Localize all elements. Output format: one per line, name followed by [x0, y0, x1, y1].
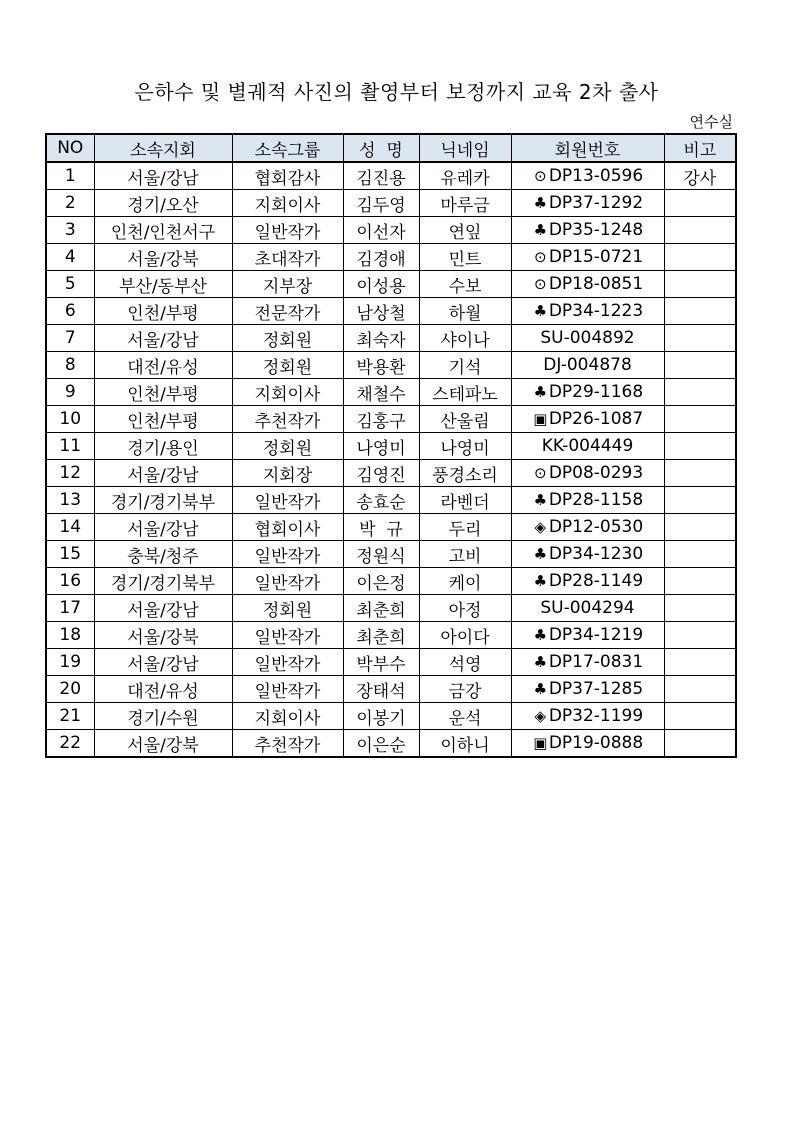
- table-row: [46, 190, 736, 217]
- cell-nickname: 풍경소리: [419, 460, 511, 487]
- table-row: [46, 487, 736, 514]
- cell-no: 6: [46, 298, 94, 325]
- cell-branch: 서울/강북: [94, 622, 232, 649]
- cell-name: 이선자: [343, 217, 419, 244]
- cell-no: 22: [46, 730, 94, 758]
- cell-nickname: 민트: [419, 244, 511, 271]
- cell-group: 초대작가: [232, 244, 343, 271]
- member-id-text: DP13-0596: [548, 166, 644, 186]
- cell-name: 최춘희: [343, 622, 419, 649]
- cell-no: 14: [46, 514, 94, 541]
- table-row: [46, 162, 736, 190]
- cell-note: [664, 379, 736, 406]
- cell-no: 16: [46, 568, 94, 595]
- member-id-text: DP32-1199: [548, 706, 644, 726]
- cell-nickname: 기석: [419, 352, 511, 379]
- member-id-text: DP29-1168: [548, 382, 644, 402]
- cell-branch: 서울/강남: [94, 649, 232, 676]
- member-grade-mark-icon: ⊙: [534, 275, 547, 293]
- member-id-text: KK-004449: [541, 436, 634, 456]
- cell-name: 채철수: [343, 379, 419, 406]
- cell-group: 추천작가: [232, 730, 343, 758]
- cell-member-id: [511, 649, 664, 676]
- cell-nickname: 샤이나: [419, 325, 511, 352]
- cell-member-id: [511, 730, 664, 758]
- cell-no: 7: [46, 325, 94, 352]
- cell-member-id: [511, 487, 664, 514]
- cell-group: 지회이사: [232, 190, 343, 217]
- cell-name: 박 규: [343, 514, 419, 541]
- cell-group: 정회원: [232, 325, 343, 352]
- cell-branch: 인천/부평: [94, 406, 232, 433]
- cell-note: [664, 730, 736, 758]
- roster-body: [46, 162, 736, 757]
- cell-nickname: 유레카: [419, 162, 511, 190]
- table-row: [46, 244, 736, 271]
- member-id-text: DP28-1158: [548, 490, 644, 510]
- cell-note: [664, 568, 736, 595]
- cell-no: 3: [46, 217, 94, 244]
- header-row: [46, 134, 736, 162]
- cell-member-id: [511, 352, 664, 379]
- member-grade-mark-icon: ♣: [533, 302, 548, 320]
- cell-note: [664, 244, 736, 271]
- cell-group: 정회원: [232, 352, 343, 379]
- cell-name: 이은정: [343, 568, 419, 595]
- cell-nickname: 운석: [419, 703, 511, 730]
- cell-member-id: [511, 595, 664, 622]
- member-grade-mark-icon: ▣: [533, 734, 548, 752]
- member-id-text: DP18-0851: [548, 274, 644, 294]
- cell-note: [664, 622, 736, 649]
- cell-name: 이성용: [343, 271, 419, 298]
- cell-branch: 인천/부평: [94, 379, 232, 406]
- table-row: [46, 703, 736, 730]
- table-row: [46, 514, 736, 541]
- cell-nickname: 케이: [419, 568, 511, 595]
- table-row: [46, 649, 736, 676]
- cell-member-id: [511, 271, 664, 298]
- member-grade-mark-icon: ◈: [534, 707, 547, 725]
- cell-group: 지부장: [232, 271, 343, 298]
- cell-no: 5: [46, 271, 94, 298]
- cell-name: 김홍구: [343, 406, 419, 433]
- cell-member-id: [511, 298, 664, 325]
- header-branch: 소속지회: [94, 134, 232, 162]
- member-grade-mark-icon: ♣: [533, 653, 548, 671]
- cell-no: 9: [46, 379, 94, 406]
- cell-nickname: 고비: [419, 541, 511, 568]
- cell-group: 일반작가: [232, 487, 343, 514]
- cell-no: 15: [46, 541, 94, 568]
- member-id-text: DP37-1292: [548, 193, 644, 213]
- header-member-id: 회원번호: [511, 134, 664, 162]
- location-label: 연수실: [689, 113, 733, 131]
- cell-branch: 서울/강북: [94, 730, 232, 758]
- member-id-text: DP17-0831: [548, 652, 644, 672]
- member-grade-mark-icon: ♣: [533, 545, 548, 563]
- cell-nickname: 수보: [419, 271, 511, 298]
- cell-branch: 서울/강남: [94, 162, 232, 190]
- member-grade-mark-icon: ♣: [533, 221, 548, 239]
- cell-note: [664, 352, 736, 379]
- cell-no: 12: [46, 460, 94, 487]
- cell-name: 송효순: [343, 487, 419, 514]
- cell-nickname: 연잎: [419, 217, 511, 244]
- cell-member-id: [511, 379, 664, 406]
- table-row: [46, 568, 736, 595]
- member-id-text: DJ-004878: [543, 355, 632, 375]
- cell-note: [664, 676, 736, 703]
- cell-name: 박부수: [343, 649, 419, 676]
- cell-member-id: [511, 217, 664, 244]
- cell-branch: 서울/강남: [94, 514, 232, 541]
- cell-nickname: 아정: [419, 595, 511, 622]
- cell-group: 일반작가: [232, 622, 343, 649]
- cell-name: 김영진: [343, 460, 419, 487]
- table-row: [46, 298, 736, 325]
- cell-no: 11: [46, 433, 94, 460]
- cell-member-id: [511, 622, 664, 649]
- cell-note: [664, 298, 736, 325]
- member-id-text: DP28-1149: [548, 571, 644, 591]
- cell-group: 일반작가: [232, 541, 343, 568]
- cell-group: 일반작가: [232, 217, 343, 244]
- cell-member-id: [511, 406, 664, 433]
- cell-nickname: 마루금: [419, 190, 511, 217]
- header-note: 비고: [664, 134, 736, 162]
- member-grade-mark-icon: ♣: [533, 680, 548, 698]
- cell-branch: 서울/강남: [94, 325, 232, 352]
- cell-note: [664, 487, 736, 514]
- cell-no: 1: [46, 162, 94, 190]
- cell-group: 지회이사: [232, 379, 343, 406]
- member-id-text: SU-004294: [540, 598, 635, 618]
- cell-member-id: [511, 703, 664, 730]
- cell-no: 19: [46, 649, 94, 676]
- cell-nickname: 석영: [419, 649, 511, 676]
- member-id-text: DP34-1230: [548, 544, 644, 564]
- cell-group: 협회감사: [232, 162, 343, 190]
- cell-branch: 대전/유성: [94, 352, 232, 379]
- cell-note: [664, 271, 736, 298]
- cell-branch: 부산/동부산: [94, 271, 232, 298]
- member-grade-mark-icon: ♣: [533, 194, 548, 212]
- member-id-text: DP34-1223: [548, 301, 644, 321]
- cell-member-id: [511, 433, 664, 460]
- header-nickname: 닉네임: [419, 134, 511, 162]
- cell-nickname: 산울림: [419, 406, 511, 433]
- cell-branch: 경기/용인: [94, 433, 232, 460]
- table-row: [46, 460, 736, 487]
- cell-note: [664, 325, 736, 352]
- cell-group: 정회원: [232, 595, 343, 622]
- member-id-text: DP12-0530: [548, 517, 644, 537]
- cell-name: 나영미: [343, 433, 419, 460]
- table-row: [46, 217, 736, 244]
- member-grade-mark-icon: ⊙: [534, 464, 547, 482]
- cell-member-id: [511, 325, 664, 352]
- member-grade-mark-icon: ♣: [533, 626, 548, 644]
- member-id-text: DP19-0888: [548, 733, 644, 753]
- cell-name: 김경애: [343, 244, 419, 271]
- cell-group: 협회이사: [232, 514, 343, 541]
- table-row: [46, 271, 736, 298]
- member-grade-mark-icon: ⊙: [534, 248, 547, 266]
- cell-member-id: [511, 190, 664, 217]
- member-id-text: DP35-1248: [548, 220, 644, 240]
- member-id-text: DP15-0721: [548, 247, 644, 267]
- cell-note: [664, 703, 736, 730]
- cell-note: [664, 406, 736, 433]
- cell-note: 강사: [664, 162, 736, 190]
- cell-nickname: 나영미: [419, 433, 511, 460]
- member-grade-mark-icon: ♣: [533, 491, 548, 509]
- cell-member-id: [511, 568, 664, 595]
- cell-branch: 경기/수원: [94, 703, 232, 730]
- cell-note: [664, 595, 736, 622]
- header-no: NO: [46, 134, 94, 162]
- cell-nickname: 라벤더: [419, 487, 511, 514]
- table-row: [46, 595, 736, 622]
- cell-group: 추천작가: [232, 406, 343, 433]
- cell-name: 이봉기: [343, 703, 419, 730]
- member-grade-mark-icon: ♣: [533, 572, 548, 590]
- cell-nickname: 두리: [419, 514, 511, 541]
- cell-nickname: 하월: [419, 298, 511, 325]
- cell-note: [664, 217, 736, 244]
- cell-no: 2: [46, 190, 94, 217]
- cell-name: 김두영: [343, 190, 419, 217]
- cell-member-id: [511, 162, 664, 190]
- cell-no: 10: [46, 406, 94, 433]
- table-row: [46, 379, 736, 406]
- cell-group: 정회원: [232, 433, 343, 460]
- cell-branch: 서울/강남: [94, 595, 232, 622]
- cell-no: 4: [46, 244, 94, 271]
- cell-no: 8: [46, 352, 94, 379]
- cell-member-id: [511, 676, 664, 703]
- cell-group: 일반작가: [232, 676, 343, 703]
- member-grade-mark-icon: ▣: [533, 410, 548, 428]
- cell-no: 20: [46, 676, 94, 703]
- cell-group: 지회장: [232, 460, 343, 487]
- member-id-text: DP37-1285: [548, 679, 644, 699]
- header-name: 성 명: [343, 134, 419, 162]
- cell-branch: 경기/경기북부: [94, 568, 232, 595]
- table-row: [46, 676, 736, 703]
- cell-branch: 대전/유성: [94, 676, 232, 703]
- cell-name: 남상철: [343, 298, 419, 325]
- table-row: [46, 352, 736, 379]
- table-row: [46, 730, 736, 758]
- table-row: [46, 541, 736, 568]
- cell-branch: 서울/강남: [94, 460, 232, 487]
- cell-note: [664, 514, 736, 541]
- cell-no: 21: [46, 703, 94, 730]
- cell-name: 정원식: [343, 541, 419, 568]
- cell-branch: 충북/청주: [94, 541, 232, 568]
- cell-member-id: [511, 514, 664, 541]
- cell-branch: 인천/인천서구: [94, 217, 232, 244]
- cell-branch: 경기/경기북부: [94, 487, 232, 514]
- cell-note: [664, 433, 736, 460]
- member-grade-mark-icon: ♣: [533, 383, 548, 401]
- cell-group: 일반작가: [232, 568, 343, 595]
- member-grade-mark-icon: ⊙: [534, 167, 547, 185]
- table-row: [46, 406, 736, 433]
- cell-name: 김진용: [343, 162, 419, 190]
- cell-note: [664, 649, 736, 676]
- table-row: [46, 433, 736, 460]
- cell-name: 장태석: [343, 676, 419, 703]
- cell-branch: 인천/부평: [94, 298, 232, 325]
- member-id-text: DP26-1087: [548, 409, 644, 429]
- cell-nickname: 이하니: [419, 730, 511, 758]
- cell-no: 13: [46, 487, 94, 514]
- header-group: 소속그룹: [232, 134, 343, 162]
- member-id-text: DP08-0293: [548, 463, 644, 483]
- cell-nickname: 스테파노: [419, 379, 511, 406]
- table-row: [46, 622, 736, 649]
- member-grade-mark-icon: ◈: [534, 518, 547, 536]
- cell-group: 일반작가: [232, 649, 343, 676]
- roster-table: [45, 133, 737, 758]
- cell-note: [664, 190, 736, 217]
- cell-nickname: 아이다: [419, 622, 511, 649]
- cell-nickname: 금강: [419, 676, 511, 703]
- cell-name: 최춘희: [343, 595, 419, 622]
- cell-note: [664, 460, 736, 487]
- cell-no: 17: [46, 595, 94, 622]
- cell-name: 박용환: [343, 352, 419, 379]
- cell-group: 전문작가: [232, 298, 343, 325]
- table-row: [46, 325, 736, 352]
- document-title: 은하수 및 별궤적 사진의 촬영부터 보정까지 교육 2차 출사: [134, 80, 659, 104]
- member-id-text: SU-004892: [540, 328, 635, 348]
- cell-group: 지회이사: [232, 703, 343, 730]
- cell-branch: 경기/오산: [94, 190, 232, 217]
- cell-name: 이은순: [343, 730, 419, 758]
- cell-no: 18: [46, 622, 94, 649]
- member-id-text: DP34-1219: [548, 625, 644, 645]
- cell-name: 최숙자: [343, 325, 419, 352]
- cell-member-id: [511, 541, 664, 568]
- cell-branch: 서울/강북: [94, 244, 232, 271]
- cell-note: [664, 541, 736, 568]
- cell-member-id: [511, 460, 664, 487]
- cell-member-id: [511, 244, 664, 271]
